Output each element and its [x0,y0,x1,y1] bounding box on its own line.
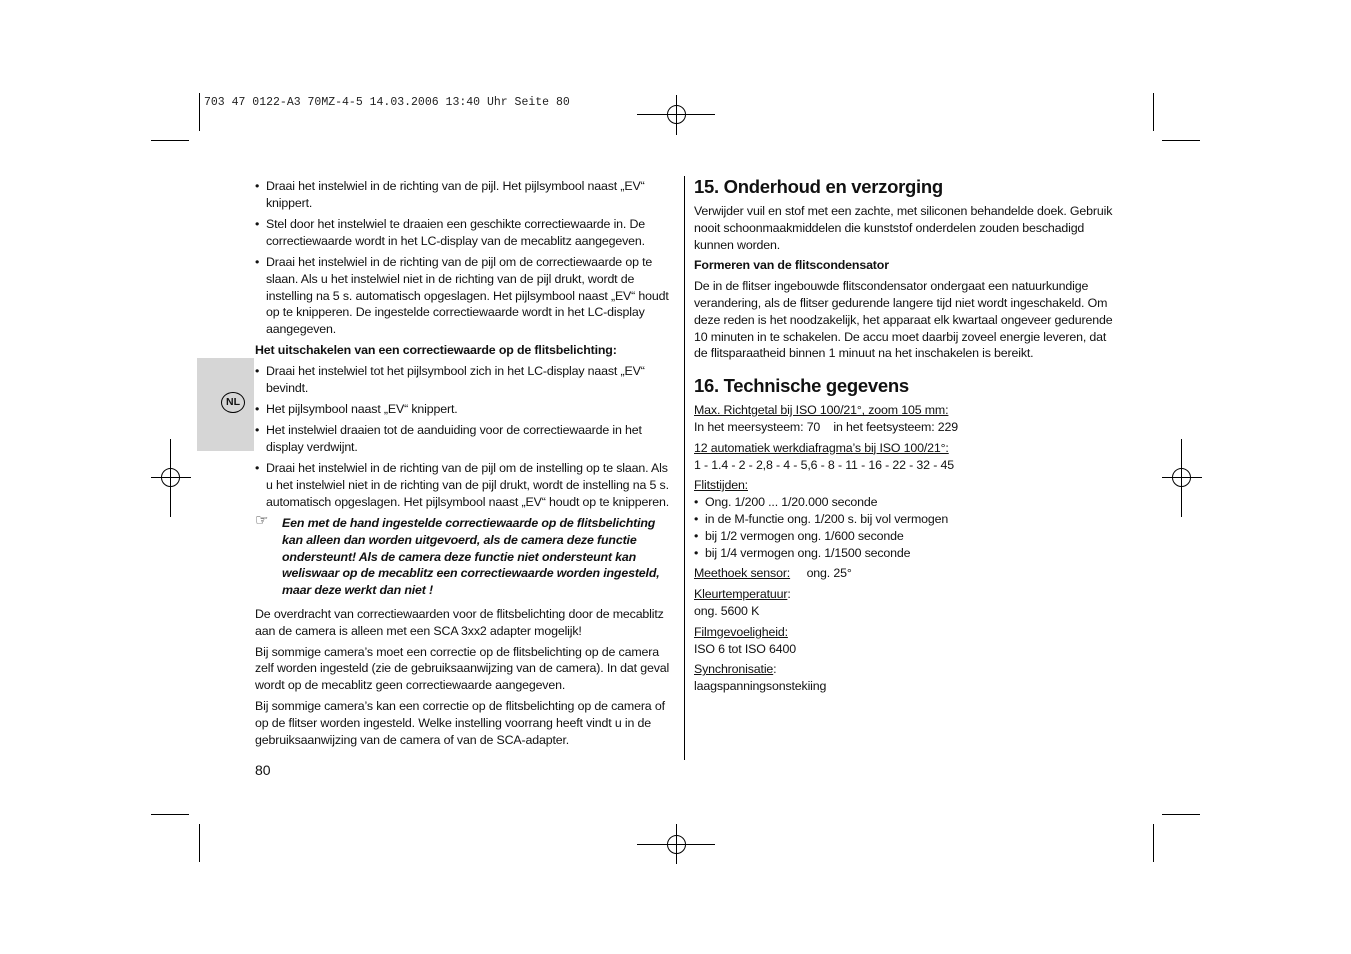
guide-number-metric: In het meersysteem: 70 [694,419,821,434]
sensor-angle-value: ong. 25° [806,566,852,581]
bullet-item: • Het instelwiel draaien tot de aanduiding voor de correctiewaarde in het display verdwijnt. [255,422,677,456]
registration-mark-top [637,95,715,135]
capacitor-text: De in de flitser ingebouwde flitscondensator ondergaat een natuurkundige verandering, als de flitser gedurende langere tijd niet wordt ingeschakeld. Om deze reden is het noodzakelijk, het apparaat elk kwartaal ongeveer gedurende 10 minuten in te schakelen. De accu moet daarbij zoveel energie leveren, dat de flitsparaatheid binnen 1 minuut na het inschakelen is bereikt. [694,279,1113,361]
flash-duration-item: • in de M-functie ong. 1/200 s. bij vol vermogen [694,511,1114,528]
flash-duration-label: Flitstijden: [694,478,748,493]
note-text: Een met de hand ingestelde correctiewaarde op de flitsbelichting kan alleen dan worden uitgevoerd, als de camera deze functie ondersteunt! Als de camera deze functie niet ondersteunt kan weliswaar op de mecablitz een correctiewaarde worden ingesteld, maar deze werkt dan niet ! [282,516,660,598]
language-badge: NL [221,392,245,413]
column-divider [684,176,685,760]
section-15-title: 15. Onderhoud en verzorging [694,176,943,197]
sensor-angle-row [694,565,1114,582]
registration-mark-left [151,439,191,517]
flash-duration-item: • bij 1/2 vermogen ong. 1/600 seconde [694,528,1114,545]
flash-duration-item: • Ong. 1/200 ... 1/20.000 seconde [694,494,1114,511]
paragraph: Bij sommige camera’s kan een correctie op de flitsbelichting op de camera of op de flitser worden ingesteld. Welke instelling voorrang heeft vindt u in de gebruiksaanwijzing van de camera of van de SCA-adapter. [255,699,665,747]
sync-value: laagspanningsonstekiing [694,679,827,694]
capacitor-subheading: Formeren van de flitscondensator [694,258,889,273]
left-column [255,178,677,752]
print-header: 703 47 0122-A3 70MZ-4-5 14.03.2006 13:40 Uhr Seite 80 [204,96,570,109]
bullet-item: • Het pijlsymbool naast „EV“ knippert. [255,401,677,418]
bullet-item: • Draai het instelwiel tot het pijlsymbool zich in het LC-display naast „EV“ bevindt. [255,363,677,397]
flash-duration-item: • bij 1/4 vermogen ong. 1/1500 seconde [694,545,1114,562]
paragraph: De overdracht van correctiewaarden voor de flitsbelichting door de mecablitz aan de camera is alleen met een SCA 3xx2 adapter mogelijk! [255,607,664,638]
color-temp-label: Kleurtemperatuur [694,587,788,602]
guide-number-feet: in het feetsysteem: 229 [833,419,959,434]
bullet-item: • Draai het instelwiel in de richting van de pijl. Het pijlsymbool naast „EV“ knippert. [255,178,677,212]
guide-number-label: Max. Richtgetal bij ISO 100/21°, zoom 105 mm: [694,403,949,418]
paragraph: Bij sommige camera’s moet een correctie op de flitsbelichting op de camera zelf worden ingesteld (zie de gebruiksaanwijzing van de camera). In dat geval wordt op de mecablitz geen correctiewaarde aangegeven. [255,644,670,693]
color-temp-value: ong. 5600 K [694,603,760,618]
aperture-values: 1 - 1.4 - 2 - 2,8 - 4 - 5,6 - 8 - 11 - 16 - 22 - 32 - 45 [694,457,954,472]
section-16-title: 16. Technische gegevens [694,375,909,397]
color-temp-label-row: Kleurtemperatuur: [694,587,791,602]
page-number: 80 [255,762,271,778]
maintenance-intro: Verwijder vuil en stof met een zachte, met siliconen behandelde doek. Gebruik nooit schoonmaakmiddelen die kunststof onderdelen zouden beschadigd kunnen worden. [694,204,1113,252]
sync-label-row: Synchronisatie: [694,662,777,677]
bullet-item: • Stel door het instelwiel te draaien een geschikte correctiewaarde in. De correctiewaarde wordt in het LC-display van de mecablitz aangegeven. [255,216,677,250]
sync-label: Synchronisatie [694,662,774,677]
bullet-item: • Draai het instelwiel in de richting van de pijl om de instelling op te slaan. Als u het instelwiel niet in de richting van de pijl drukt, wordt de instelling na 5 s. automatisch opgeslagen. Het pijlsymbool naast „EV“ houdt op te knipperen. [255,460,677,510]
film-speed-value: ISO 6 tot ISO 6400 [694,641,796,656]
film-speed-label: Filmgevoeligheid: [694,624,788,639]
guide-number-values [694,419,1114,436]
aperture-label: 12 automatiek werkdiafragma’s bij ISO 100/21°: [694,440,949,455]
warning-note [255,512,677,599]
sensor-angle-label: Meethoek sensor: [694,566,791,581]
subheading-switch-off: Het uitschakelen van een correctiewaarde op de flitsbelichting: [255,343,617,358]
bullet-item: • Draai het instelwiel in de richting van de pijl om de correctiewaarde op te slaan. Als u het instelwiel niet in de richting van de pijl drukt, wordt de instelling na 5 s. automatisch opgeslagen. Het pijlsymbool naast „EV“ houdt op te knipperen. De ingestelde correctiewaarde wordt in het LC-display aangegeven. [255,254,677,338]
right-column [694,176,1114,695]
registration-mark-bottom [637,824,715,864]
pointing-hand-icon: ☞ [255,512,269,530]
registration-mark-right [1162,439,1202,517]
